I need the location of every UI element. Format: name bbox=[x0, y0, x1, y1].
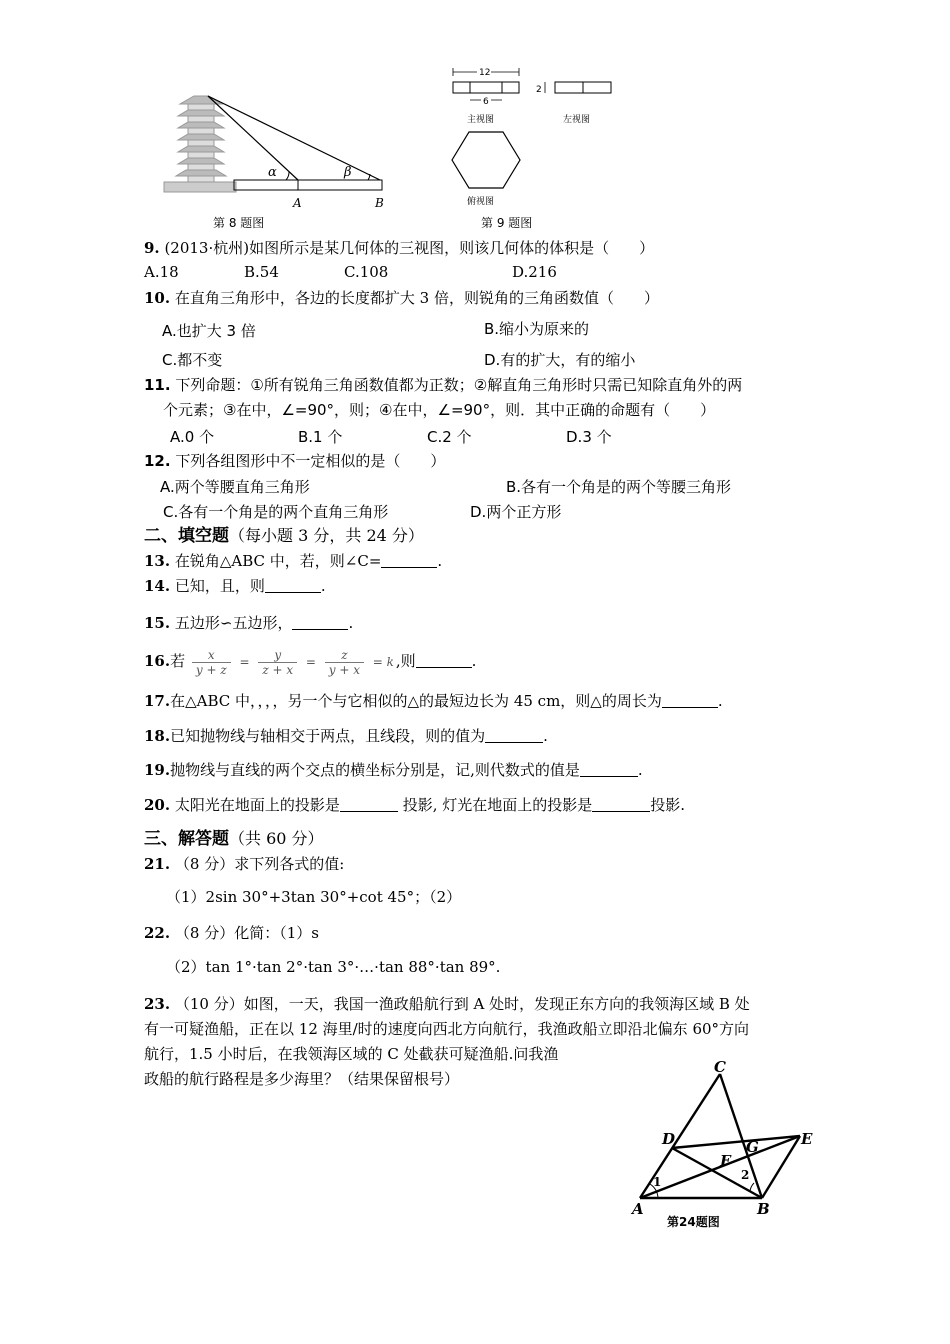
q11-option-d: D.3 个 bbox=[566, 428, 612, 446]
section-3-title: 三、解答题 bbox=[144, 829, 229, 849]
q17-end: . bbox=[717, 692, 723, 710]
q22-sub bbox=[166, 957, 500, 977]
q12-number: 12. bbox=[144, 452, 171, 470]
q19-text: 抛物线与直线的两个交点的横坐标分别是，记,则代数式的值是 bbox=[170, 761, 580, 779]
q16-f1-num: x bbox=[192, 648, 231, 663]
q16-eq1: = bbox=[239, 655, 250, 669]
q21-sub bbox=[166, 887, 461, 907]
q14-blank[interactable] bbox=[265, 578, 321, 593]
q16-f3-den: y + x bbox=[328, 662, 360, 677]
q12-option-d: D.两个正方形 bbox=[470, 503, 562, 521]
q11-text-line2: 个元素；③在中，∠=90°，则；④在中，∠=90°，则．其中正确的命题有（ ） bbox=[163, 401, 716, 419]
fig24-angle-2: 2 bbox=[741, 1168, 750, 1182]
q13-end: . bbox=[437, 552, 443, 570]
q9-text: (2013·杭州)如图所示是某几何体的三视图，则该几何体的体积是（ ） bbox=[164, 239, 655, 257]
q20-text-1: 太阳光在地面上的投影是 bbox=[174, 796, 340, 814]
q22-sub-text: （2）tan 1°·tan 2°·tan 3°·…·tan 88°·tan 89°. bbox=[166, 958, 501, 976]
q12-option-a: A.两个等腰直角三角形 bbox=[160, 478, 310, 496]
figure-9 bbox=[445, 62, 625, 210]
figure-8 bbox=[160, 90, 390, 210]
q16-number: 16. bbox=[144, 652, 171, 670]
q11-option-b: B.1 个 bbox=[298, 428, 343, 446]
question-17 bbox=[144, 691, 723, 711]
q10-option-a: A.也扩大 3 倍 bbox=[162, 322, 256, 340]
q14-end: . bbox=[320, 577, 326, 595]
q16-fraction-2 bbox=[258, 648, 297, 677]
q9-option-b: B.54 bbox=[244, 263, 279, 281]
figure-9-drawing bbox=[445, 62, 625, 210]
q16-f2-den: z + x bbox=[262, 662, 294, 677]
fig8-label-b: B bbox=[375, 196, 384, 210]
q11-text-line1: 下列命题：①所有锐角三角函数值都为正数；②解直角三角形时只需已知除直角外的两 bbox=[175, 376, 743, 394]
q18-blank[interactable] bbox=[485, 728, 543, 743]
fig8-beta: β bbox=[344, 165, 352, 180]
q15-blank[interactable] bbox=[292, 615, 348, 630]
q19-blank[interactable] bbox=[580, 762, 638, 777]
question-23 bbox=[144, 994, 750, 1014]
q11-number: 11. bbox=[144, 376, 171, 394]
figure-24 bbox=[628, 1058, 818, 1233]
fig8-caption: 第 8 题图 bbox=[213, 216, 265, 230]
question-9 bbox=[144, 238, 654, 258]
q22-text: （8 分）化简：（1）s bbox=[174, 924, 319, 942]
q20-blank-2[interactable] bbox=[592, 797, 650, 812]
q18-number: 18. bbox=[144, 727, 171, 745]
q17-number: 17. bbox=[144, 692, 171, 710]
q12-text: 下列各组图形中不一定相似的是（ ） bbox=[175, 452, 446, 470]
question-21 bbox=[144, 854, 344, 874]
fig24-label-c: C bbox=[714, 1058, 726, 1076]
fig9-front-label: 主视图 bbox=[467, 115, 495, 125]
section-3-note: （共 60 分） bbox=[229, 829, 324, 848]
q16-pre: 若 bbox=[170, 652, 186, 670]
section-2-title: 二、填空题 bbox=[144, 526, 229, 546]
q19-end: . bbox=[637, 761, 643, 779]
q11-line2 bbox=[163, 400, 715, 420]
q16-blank[interactable] bbox=[416, 653, 472, 668]
section-2-note: （每小题 3 分，共 24 分） bbox=[229, 526, 424, 545]
q23-line-4: 政船的航行路程是多少海里？（结果保留根号） bbox=[144, 1070, 460, 1088]
q11-option-a: A.0 个 bbox=[170, 428, 215, 446]
q23-line4 bbox=[144, 1069, 459, 1089]
q19-number: 19. bbox=[144, 761, 171, 779]
question-16 bbox=[144, 642, 476, 682]
q12-option-c: C.各有一个角是的两个直角三角形 bbox=[163, 503, 389, 521]
q16-f2-num: y bbox=[258, 648, 297, 663]
q12-option-b: B.各有一个角是的两个等腰三角形 bbox=[506, 478, 732, 496]
q23-number: 23. bbox=[144, 995, 171, 1013]
q20-number: 20. bbox=[144, 796, 171, 814]
fig24-label-e: E bbox=[801, 1130, 813, 1148]
q15-end: . bbox=[348, 614, 354, 632]
q16-fraction-3 bbox=[325, 648, 364, 677]
question-22 bbox=[144, 923, 319, 943]
q9-option-d: D.216 bbox=[512, 263, 557, 281]
q17-blank[interactable] bbox=[662, 693, 718, 708]
q16-f1-den: y + z bbox=[195, 662, 227, 677]
q13-blank[interactable] bbox=[381, 553, 437, 568]
section-3-heading bbox=[144, 829, 324, 849]
question-15 bbox=[144, 613, 353, 633]
q10-option-b: B.缩小为原来的 bbox=[484, 320, 590, 338]
q9-option-c: C.108 bbox=[344, 263, 389, 281]
question-19 bbox=[144, 760, 643, 780]
fig8-alpha: α bbox=[268, 165, 277, 180]
fig9-caption: 第 9 题图 bbox=[481, 216, 533, 230]
q18-end: . bbox=[543, 727, 548, 745]
q21-text: （8 分）求下列各式的值: bbox=[174, 855, 345, 873]
question-12 bbox=[144, 451, 445, 471]
fig24-label-f: F bbox=[720, 1152, 731, 1170]
fig24-caption: 第24题图 bbox=[667, 1215, 720, 1229]
fig9-dim-12: 12 bbox=[479, 68, 491, 78]
fig24-label-b: B bbox=[757, 1200, 770, 1218]
question-10 bbox=[144, 288, 659, 308]
q23-line-3: 航行，1.5 小时后，在我领海区域的 C 处截获可疑渔船.问我渔 bbox=[144, 1045, 559, 1063]
q16-fraction-1 bbox=[192, 648, 231, 677]
q10-text: 在直角三角形中，各边的长度都扩大 3 倍，则锐角的三角函数值（ ） bbox=[174, 289, 659, 307]
q20-text-3: 投影. bbox=[650, 796, 686, 814]
q20-blank-1[interactable] bbox=[340, 797, 398, 812]
q15-text: 五边形∽五边形， bbox=[174, 614, 293, 632]
figure-8-drawing bbox=[160, 90, 390, 210]
q23-line-2: 有一可疑渔船，正在以 12 海里/时的速度向西北方向航行，我渔政船立即沿北偏东 60°方向 bbox=[144, 1020, 750, 1038]
fig8-label-a: A bbox=[293, 196, 302, 210]
fig24-label-d: D bbox=[662, 1130, 676, 1148]
q9-option-a: A.18 bbox=[144, 263, 179, 281]
q21-sub-text: （1）2sin 30°+3tan 30°+cot 45°；（2） bbox=[166, 888, 462, 906]
fig9-dim-2: 2 bbox=[536, 85, 542, 95]
figure-24-drawing bbox=[628, 1058, 818, 1233]
fig9-dim-6: 6 bbox=[483, 97, 489, 107]
q22-number: 22. bbox=[144, 924, 171, 942]
section-2-heading bbox=[144, 526, 424, 546]
q16-f3-num: z bbox=[325, 648, 364, 663]
q20-text-2: 投影, 灯光在地面上的投影是 bbox=[402, 796, 593, 814]
fig24-label-a: A bbox=[632, 1200, 644, 1218]
q23-line2 bbox=[144, 1019, 749, 1039]
q10-number: 10. bbox=[144, 289, 171, 307]
q21-number: 21. bbox=[144, 855, 171, 873]
q14-text: 已知，且，则 bbox=[174, 577, 265, 595]
q9-number: 9. bbox=[144, 239, 160, 257]
q23-line3 bbox=[144, 1044, 558, 1064]
q10-option-d: D.有的扩大，有的缩小 bbox=[484, 351, 636, 369]
q11-option-c: C.2 个 bbox=[427, 428, 472, 446]
fig9-left-label: 左视图 bbox=[563, 115, 591, 125]
fig9-top-label: 俯视图 bbox=[467, 197, 495, 207]
q17-text: 在△ABC 中，，，，另一个与它相似的△的最短边长为 45 cm，则△的周长为 bbox=[170, 692, 662, 710]
q23-line-1: （10 分）如图，一天，我国一渔政船航行到 A 处时，发现正东方向的我领海区域 B 处 bbox=[174, 995, 750, 1013]
q16-end: . bbox=[471, 652, 477, 670]
q16-eq2: = bbox=[305, 655, 316, 669]
question-11 bbox=[144, 375, 742, 395]
q14-number: 14. bbox=[144, 577, 171, 595]
fig24-angle-1: 1 bbox=[653, 1175, 662, 1189]
question-13 bbox=[144, 551, 442, 571]
question-18 bbox=[144, 726, 548, 746]
q13-number: 13. bbox=[144, 552, 171, 570]
q16-post: ,则 bbox=[395, 652, 416, 670]
q10-option-c: C.都不变 bbox=[162, 351, 223, 369]
q15-number: 15. bbox=[144, 614, 171, 632]
question-20 bbox=[144, 795, 685, 815]
q18-text: 已知抛物线与轴相交于两点，且线段，则的值为 bbox=[170, 727, 486, 745]
q16-eq3: = k bbox=[372, 655, 394, 669]
q13-text: 在锐角△ABC 中，若，则∠C= bbox=[174, 552, 382, 570]
question-14 bbox=[144, 576, 326, 596]
fig24-label-g: G bbox=[746, 1138, 759, 1156]
